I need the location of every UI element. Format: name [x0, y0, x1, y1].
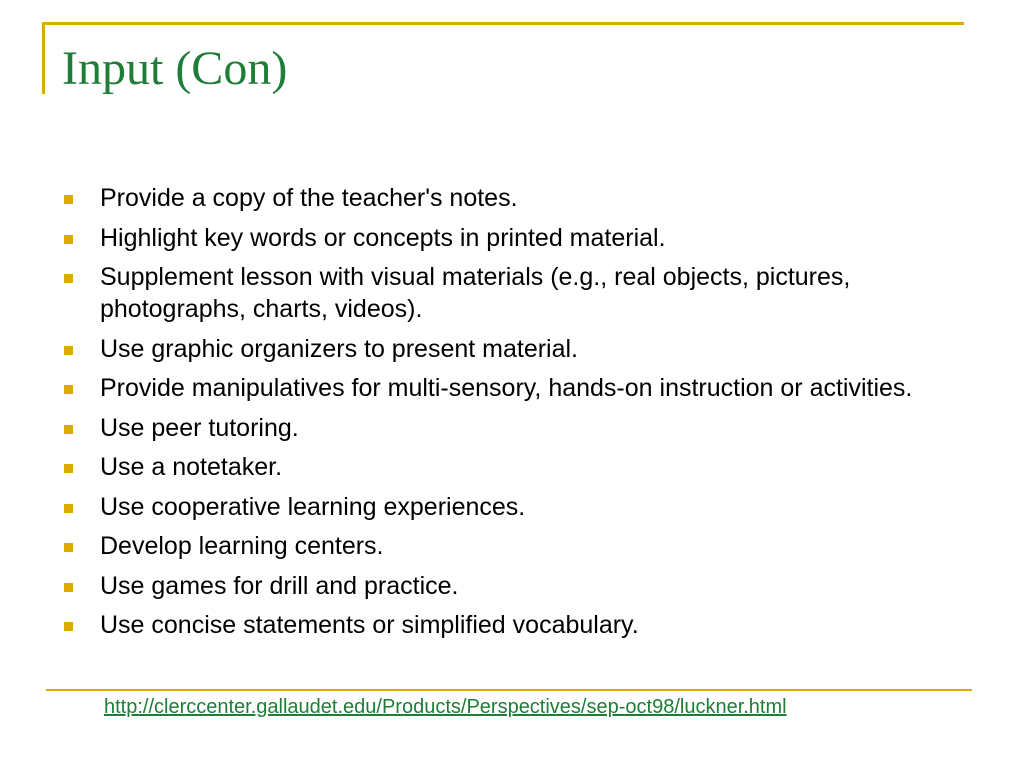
- square-bullet-icon: [64, 543, 73, 552]
- bullet-item: [62, 530, 962, 562]
- bullet-item: [62, 372, 962, 404]
- left-accent-rule: [42, 22, 45, 94]
- bullet-list: [62, 182, 962, 649]
- square-bullet-icon: [64, 274, 73, 283]
- bullet-item: [62, 570, 962, 602]
- bullet-item: [62, 609, 962, 641]
- slide-title: Input (Con): [62, 42, 288, 95]
- bullet-item: [62, 412, 962, 444]
- bullet-text: Use cooperative learning experiences.: [100, 492, 526, 521]
- bullet-item: [62, 451, 962, 483]
- bottom-accent-rule: [46, 689, 972, 691]
- square-bullet-icon: [64, 583, 73, 592]
- bullet-text: Use games for drill and practice.: [100, 571, 459, 600]
- bullet-item: [62, 222, 962, 254]
- square-bullet-icon: [64, 235, 73, 244]
- bullet-text: Use concise statements or simplified vocabulary.: [100, 611, 639, 639]
- square-bullet-icon: [64, 504, 73, 513]
- bullet-text: Highlight key words or concepts in printed material.: [100, 223, 666, 252]
- bullet-text: Use peer tutoring.: [100, 413, 299, 442]
- square-bullet-icon: [64, 425, 73, 434]
- bullet-item: [62, 333, 962, 365]
- bullet-item: [62, 491, 962, 523]
- top-accent-rule: [44, 22, 964, 25]
- bullet-text: Provide manipulatives for multi-sensory, hands-on instruction or activities.: [100, 374, 913, 402]
- square-bullet-icon: [64, 346, 73, 355]
- bullet-text: Use graphic organizers to present material.: [100, 334, 579, 363]
- square-bullet-icon: [64, 385, 73, 394]
- bullet-item: [62, 261, 962, 325]
- bullet-text: Supplement lesson with visual materials (e.g., real objects, pictures, photographs, charts, videos).: [100, 263, 851, 323]
- bullet-text: Provide a copy of the teacher's notes.: [100, 184, 518, 212]
- bullet-text: Develop learning centers.: [100, 532, 384, 560]
- square-bullet-icon: [64, 195, 73, 204]
- bullet-text: Use a notetaker.: [100, 453, 283, 481]
- square-bullet-icon: [64, 464, 73, 473]
- source-link[interactable]: http://clerccenter.gallaudet.edu/Products/Perspectives/sep-oct98/luckner.html: [104, 696, 787, 718]
- square-bullet-icon: [64, 622, 73, 631]
- bullet-item: [62, 182, 962, 214]
